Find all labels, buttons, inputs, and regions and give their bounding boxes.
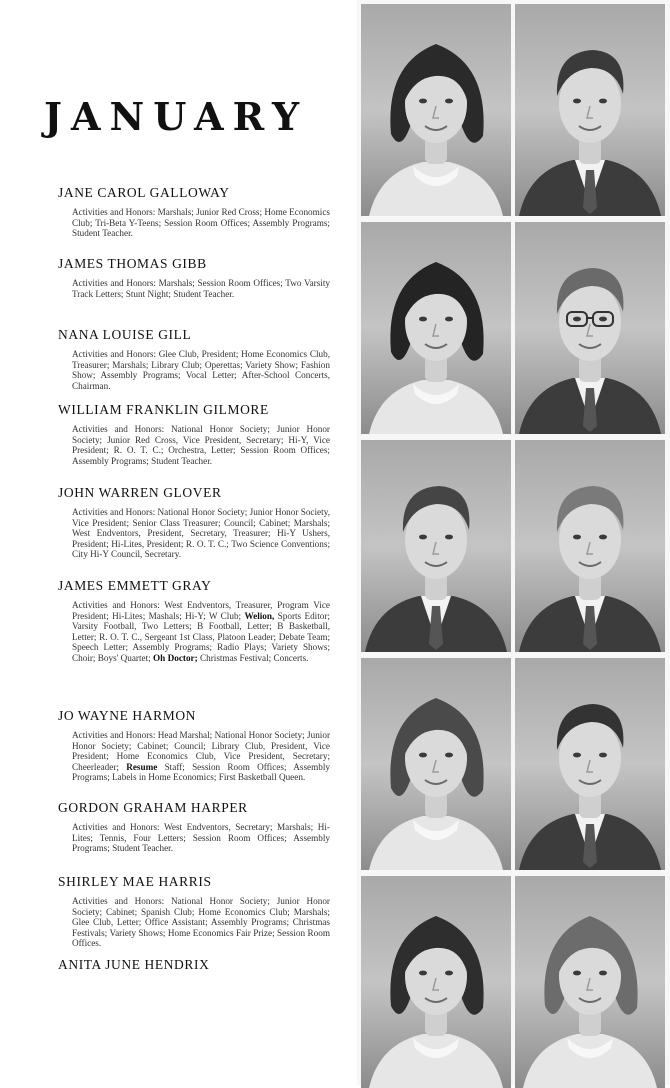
- senior-name: WILLIAM FRANKLIN GILMORE: [58, 402, 269, 417]
- senior-name: SHIRLEY MAE HARRIS: [58, 874, 212, 889]
- portrait-photo: [515, 4, 665, 216]
- portrait-photo: [361, 658, 511, 870]
- portrait-photo: [361, 4, 511, 216]
- senior-name: JANE CAROL GALLOWAY: [58, 185, 230, 200]
- senior-name: JO WAYNE HARMON: [58, 708, 197, 723]
- senior-entry: [58, 185, 340, 239]
- senior-activities: Activities and Honors: Marshals; Junior Red Cross; Home Economics Club; Tri-Beta Y-Teens; Session Room Offices; Assembly Programs; Student Teacher.: [72, 207, 330, 239]
- senior-name: ANITA JUNE HENDRIX: [58, 957, 210, 972]
- portrait-photo: [361, 222, 511, 434]
- senior-entry: [58, 708, 340, 783]
- portrait-photo: [515, 440, 665, 652]
- publication-title: Welion,: [244, 610, 275, 621]
- senior-activities: Activities and Honors: Glee Club, President; Home Economics Club, Treasurer; Marshals; Library Club; Operettas; Variety Show; Fashion Show; Assembly Programs; Vocal Letter; After-School Concerts, Chairman.: [72, 349, 330, 391]
- senior-entry: [58, 957, 340, 979]
- senior-name: JOHN WARREN GLOVER: [58, 485, 222, 500]
- senior-activities: Activities and Honors: National Honor Society; Junior Honor Society; Junior Red Cross, Vice President, Secretary; Hi-Y, Vice President; R. O. T. C.; Orchestra, Letter; Session Room Offices; Assembly Programs; Student Teacher.: [72, 424, 330, 466]
- senior-entry: [58, 874, 340, 949]
- senior-name: NANA LOUISE GILL: [58, 327, 192, 342]
- senior-activities: Activities and Honors: National Honor Society; Junior Honor Society, Vice President; Senior Class Treasurer; Council; Cabinet; Marshals; West Endventors, President, Secretary, Treasurer; Hi-Y Ushers, President; Hi-Lites, President; R. O. T. C.; Two Science Conventions; City Hi-Y Council, Secretary.: [72, 507, 330, 560]
- operetta-title: Oh Doctor;: [153, 652, 198, 663]
- senior-activities: Activities and Honors: West Endventors, Treasurer, Program Vice President; Hi-Lites; Mashals; Hi-Y; W Club; Welion, Sports Editor; Varsity Football, Two Letters; B Football, Letter; B Basketball, Letter; R. O. T. C., Sergeant 1st Class, Platoon Leader; Debate Team; Speech Letter; Assembly Programs; Radio Plays; Variety Shows; Choir; Boys' Quartet; Oh Doctor; Christmas Festival; Concerts.: [72, 600, 330, 663]
- senior-entry: [58, 256, 340, 299]
- senior-name: JAMES EMMETT GRAY: [58, 578, 212, 593]
- senior-entry: [58, 327, 340, 391]
- senior-entry: [58, 485, 340, 560]
- senior-entry: [58, 402, 340, 466]
- portrait-photo: [361, 876, 511, 1088]
- portrait-photo: [361, 440, 511, 652]
- senior-entry: [58, 578, 340, 664]
- page-heading: JANUARY: [44, 94, 309, 139]
- senior-activities: Activities and Honors: Marshals; Session Room Offices; Two Varsity Track Letters; Stunt Night; Student Teacher.: [72, 278, 330, 299]
- senior-entry: [58, 800, 340, 854]
- senior-activities: Activities and Honors: West Endventors, Secretary; Marshals; Hi-Lites; Tennis, Four Letters; Session Room Offices; Assembly Programs; Student Teacher.: [72, 822, 330, 854]
- portrait-photo: [515, 876, 665, 1088]
- senior-activities: Activities and Honors: Head Marshal; National Honor Society; Junior Honor Society; Cabinet; Council; Library Club, President, Vice President; Home Economics Club, Vice President, Secretary; Cheerleader; Resume Staff; Session Room Offices; Assembly Programs; Labels in Home Economics; First Basketball Queen.: [72, 730, 331, 783]
- portrait-photo: [515, 222, 665, 434]
- portrait-column: [357, 0, 670, 1085]
- senior-activities: Activities and Honors: National Honor Society; Junior Honor Society; Cabinet; Spanish Club; Home Economics Club; Marshals; Glee Club, Letter; Office Assistant; Assembly Programs; Christmas Festivals; Variety Shows; Home Economics Fair Prize; Session Room Offices.: [72, 896, 330, 949]
- publication-title: Resume: [126, 761, 158, 772]
- senior-name: GORDON GRAHAM HARPER: [58, 800, 248, 815]
- senior-name: JAMES THOMAS GIBB: [58, 256, 207, 271]
- portrait-photo: [515, 658, 665, 870]
